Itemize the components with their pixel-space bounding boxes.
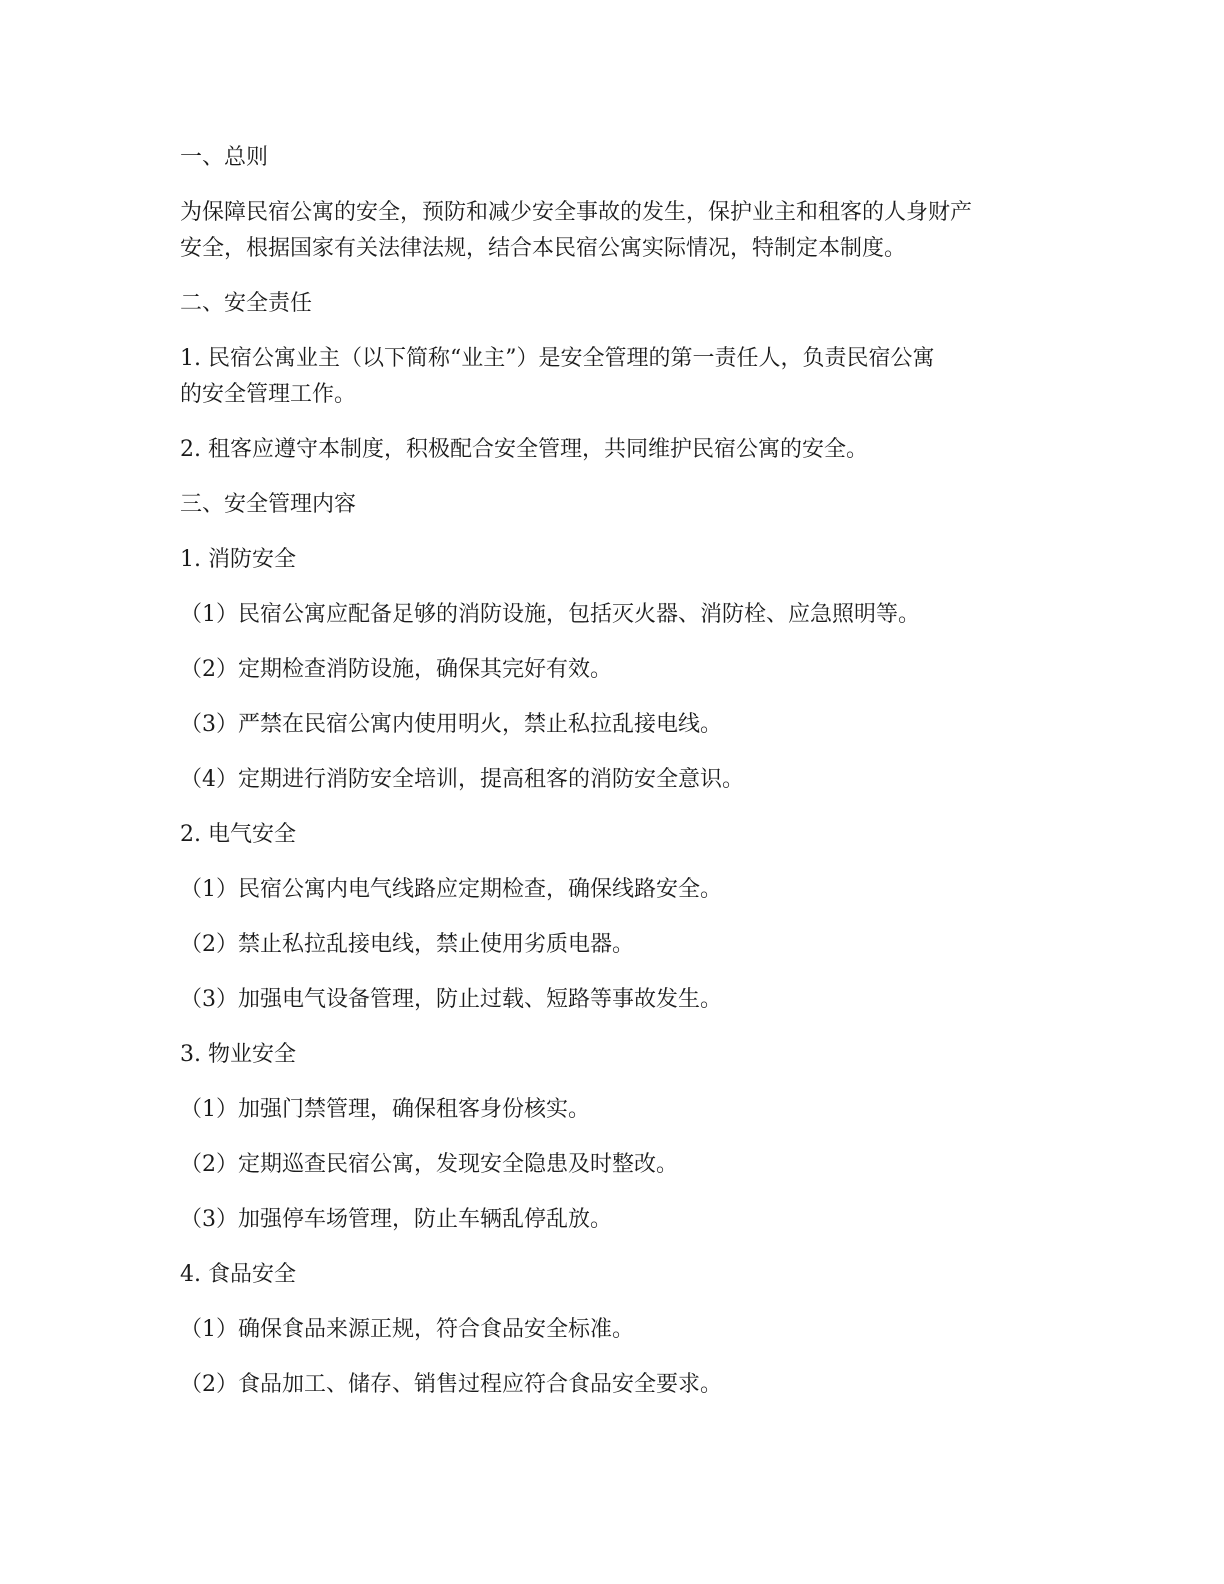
text-line: （3）加强停车场管理，防止车辆乱停乱放。 xyxy=(180,1207,612,1232)
list-item xyxy=(180,1202,1050,1238)
text-line: （2）禁止私拉乱接电线，禁止使用劣质电器。 xyxy=(180,932,634,957)
text-line: 2. 电气安全 xyxy=(180,822,296,847)
list-item xyxy=(180,1312,1050,1348)
list-item xyxy=(180,652,1050,688)
section-heading-management xyxy=(180,487,1050,523)
list-item xyxy=(180,432,1050,468)
text-line: （3）加强电气设备管理，防止过载、短路等事故发生。 xyxy=(180,987,722,1012)
list-item xyxy=(180,927,1050,963)
text-line: 一、总则 xyxy=(180,145,269,170)
text-line: 1. 消防安全 xyxy=(180,547,296,572)
text-line: （1）民宿公寓应配备足够的消防设施，包括灭火器、消防栓、应急照明等。 xyxy=(180,602,920,627)
text-line: 3. 物业安全 xyxy=(180,1042,296,1067)
text-line: （1）民宿公寓内电气线路应定期检查，确保线路安全。 xyxy=(180,877,722,902)
list-item xyxy=(180,872,1050,908)
text-line: 2. 租客应遵守本制度，积极配合安全管理，共同维护民宿公寓的安全。 xyxy=(180,437,868,462)
text-line: 4. 食品安全 xyxy=(180,1262,296,1287)
subsection-heading-property xyxy=(180,1037,1050,1073)
text-line: 1. 民宿公寓业主（以下简称“业主”）是安全管理的第一责任人，负责民宿公寓 xyxy=(180,346,935,371)
text-line: 安全，根据国家有关法律法规，结合本民宿公寓实际情况，特制定本制度。 xyxy=(180,236,907,261)
list-item xyxy=(180,341,1050,413)
subsection-heading-food xyxy=(180,1257,1050,1293)
subsection-heading-fire xyxy=(180,542,1050,578)
text-line: （2）定期巡查民宿公寓，发现安全隐患及时整改。 xyxy=(180,1152,678,1177)
text-line: （2）定期检查消防设施，确保其完好有效。 xyxy=(180,657,612,682)
subsection-heading-electrical xyxy=(180,817,1050,853)
document-body xyxy=(180,140,1050,1403)
list-item xyxy=(180,982,1050,1018)
section-heading-general xyxy=(180,140,1050,176)
text-line: （4）定期进行消防安全培训，提高租客的消防安全意识。 xyxy=(180,767,744,792)
list-item xyxy=(180,707,1050,743)
text-line: 为保障民宿公寓的安全，预防和减少安全事故的发生，保护业主和租客的人身财产 xyxy=(180,200,973,225)
list-item xyxy=(180,1147,1050,1183)
text-line: （1）确保食品来源正规，符合食品安全标准。 xyxy=(180,1317,634,1342)
paragraph-purpose xyxy=(180,195,1050,267)
text-line: 二、安全责任 xyxy=(180,291,313,316)
list-item xyxy=(180,762,1050,798)
text-line: （2）食品加工、储存、销售过程应符合食品安全要求。 xyxy=(180,1372,722,1397)
list-item xyxy=(180,1092,1050,1128)
text-line: （3）严禁在民宿公寓内使用明火，禁止私拉乱接电线。 xyxy=(180,712,722,737)
text-line: （1）加强门禁管理，确保租客身份核实。 xyxy=(180,1097,590,1122)
text-line: 的安全管理工作。 xyxy=(180,382,357,407)
list-item xyxy=(180,597,1050,633)
section-heading-responsibility xyxy=(180,286,1050,322)
text-line: 三、安全管理内容 xyxy=(180,492,357,517)
list-item xyxy=(180,1367,1050,1403)
